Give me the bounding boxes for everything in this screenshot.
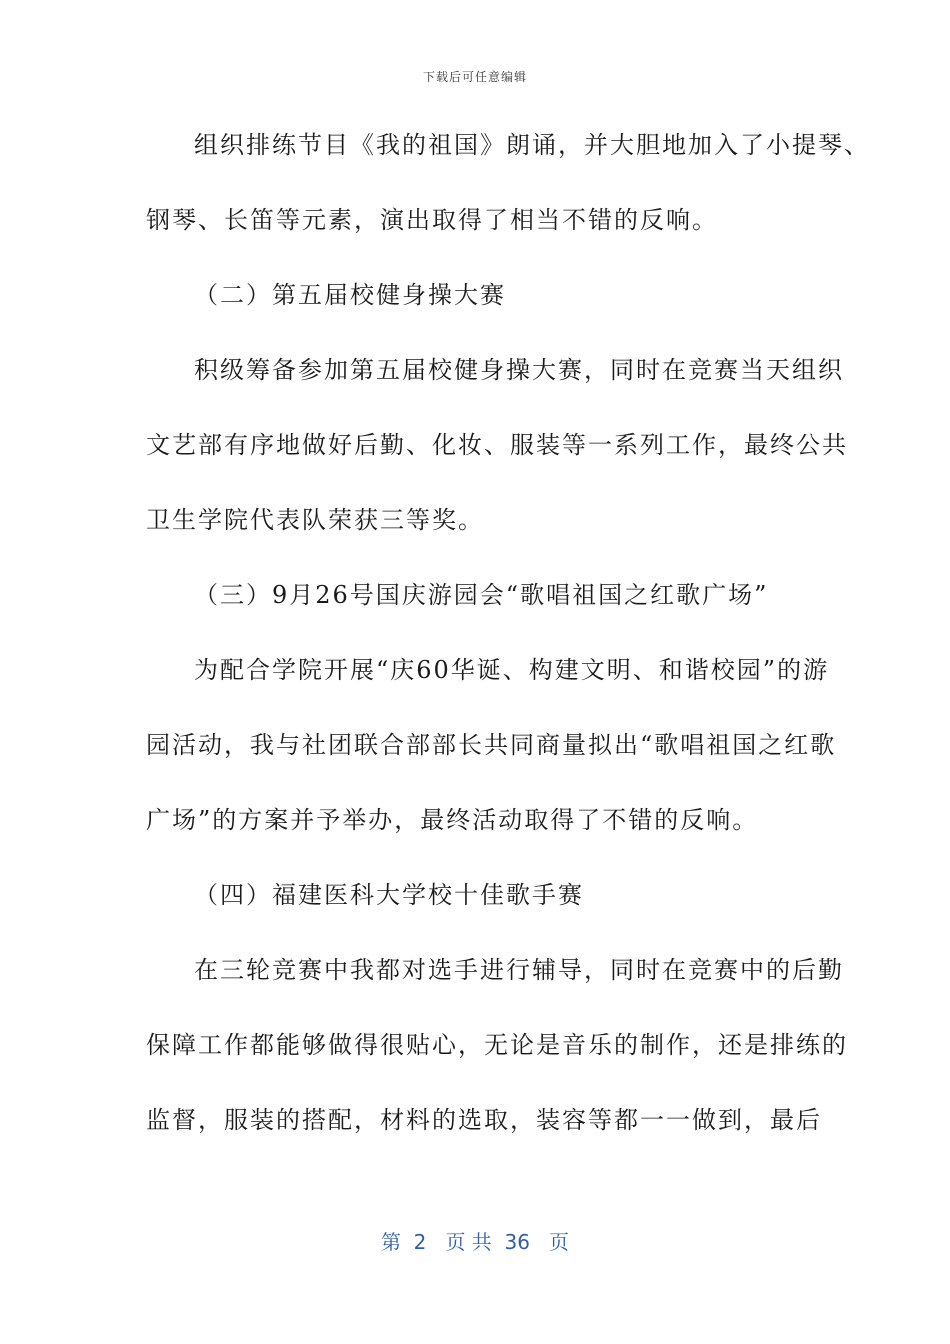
body-line: 卫生学院代表队荣获三等奖。 (146, 506, 484, 534)
body-line: 保障工作都能够做得很贴心，无论是音乐的制作，还是排练的 (146, 1031, 848, 1059)
page-number-footer: 第 2 页 共 36 页 (380, 1230, 570, 1254)
body-line: 文艺部有序地做好后勤、化妆、服装等一系列工作，最终公共 (146, 431, 848, 459)
section-heading: （二）第五届校健身操大赛 (194, 281, 506, 309)
section-heading: （四）福建医科大学校十佳歌手赛 (194, 881, 584, 909)
page-header: 下载后可任意编辑 (422, 70, 527, 84)
body-line: 广场”的方案并予举办，最终活动取得了不错的反响。 (146, 806, 759, 834)
body-line: 园活动，我与社团联合部部长共同商量拟出“歌唱祖国之红歌 (146, 731, 837, 759)
body-line: 组织排练节目《我的祖国》朗诵，并大胆地加入了小提琴、 (194, 131, 870, 159)
section-heading: （三）9月26号国庆游园会“歌唱祖国之红歌广场” (194, 581, 769, 609)
body-line: 为配合学院开展“庆60华诞、构建文明、和谐校园”的游 (194, 656, 830, 684)
body-line: 积级筹备参加第五届校健身操大赛，同时在竞赛当天组织 (194, 356, 844, 384)
body-line: 钢琴、长笛等元素，演出取得了相当不错的反响。 (146, 206, 718, 234)
body-line: 在三轮竞赛中我都对选手进行辅导，同时在竞赛中的后勤 (194, 956, 844, 984)
body-line: 监督，服装的搭配，材料的选取，装容等都一一做到，最后 (146, 1106, 822, 1134)
